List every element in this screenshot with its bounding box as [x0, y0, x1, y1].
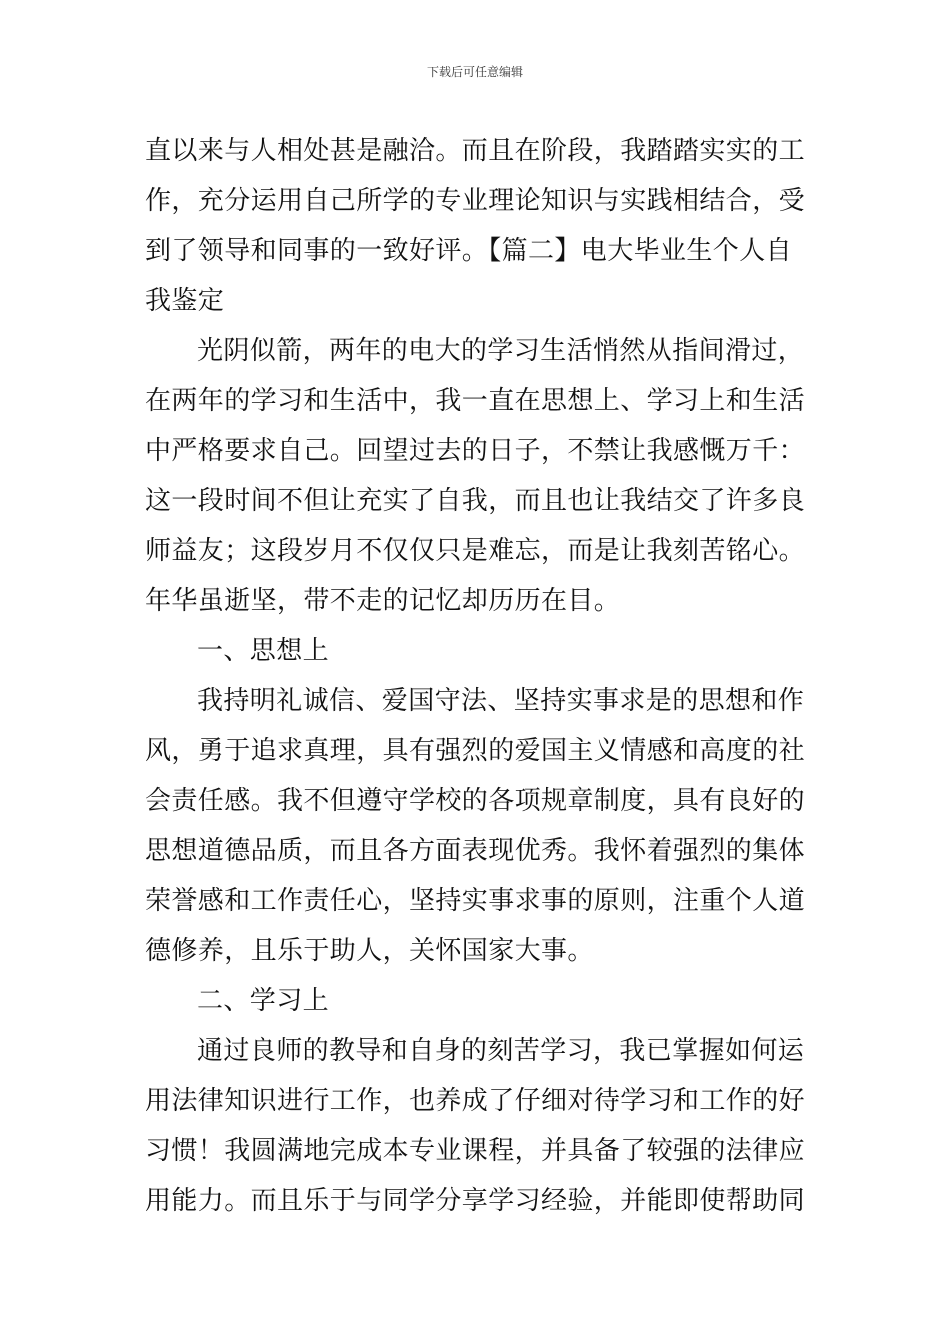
text-line: 通过良师的教导和自身的刻苦学习，我已掌握如何运: [197, 1036, 805, 1066]
body-text: [145, 126, 807, 1226]
text-line: 一、思想上: [197, 636, 330, 666]
text-line: 这一段时间不但让充实了自我，而且也让我结交了许多良: [145, 486, 806, 516]
text-line: 用能力。而且乐于与同学分享学习经验，并能即使帮助同: [145, 1186, 806, 1216]
text-line: 在两年的学习和生活中，我一直在思想上、学习上和生活: [145, 386, 806, 416]
text-line: 会责任感。我不但遵守学校的各项规章制度，具有良好的: [145, 786, 806, 816]
text-line: 德修养，且乐于助人，关怀国家大事。: [145, 936, 594, 966]
text-line: 风，勇于追求真理，具有强烈的爱国主义情感和高度的社: [145, 736, 806, 766]
text-line: 直以来与人相处甚是融洽。而且在阶段，我踏踏实实的工: [145, 136, 806, 166]
text-line: 用法律知识进行工作，也养成了仔细对待学习和工作的好: [145, 1086, 806, 1116]
text-line: 年华虽逝坚，带不走的记忆却历历在目。: [145, 586, 621, 616]
text-line: 荣誉感和工作责任心，坚持实事求事的原则，注重个人道: [145, 886, 806, 916]
text-line: 到了领导和同事的一致好评。【篇二】电大毕业生个人自: [145, 236, 793, 266]
text-line: 光阴似箭，两年的电大的学习生活悄然从指间滑过，: [197, 336, 805, 366]
text-line: 二、学习上: [197, 986, 330, 1016]
text-line: 师益友；这段岁月不仅仅只是难忘，而是让我刻苦铭心。: [145, 536, 806, 566]
text-line: 中严格要求自己。回望过去的日子，不禁让我感慨万千：: [145, 436, 806, 466]
header-note: 下载后可任意编辑: [426, 65, 523, 79]
text-line: 习惯！我圆满地完成本专业课程，并具备了较强的法律应: [145, 1136, 806, 1166]
text-line: 我鉴定: [145, 286, 225, 316]
text-line: 思想道德品质，而且各方面表现优秀。我怀着强烈的集体: [145, 836, 806, 866]
text-line: 作，充分运用自己所学的专业理论知识与实践相结合，受: [145, 186, 806, 216]
text-line: 我持明礼诚信、爱国守法、坚持实事求是的思想和作: [197, 686, 805, 716]
